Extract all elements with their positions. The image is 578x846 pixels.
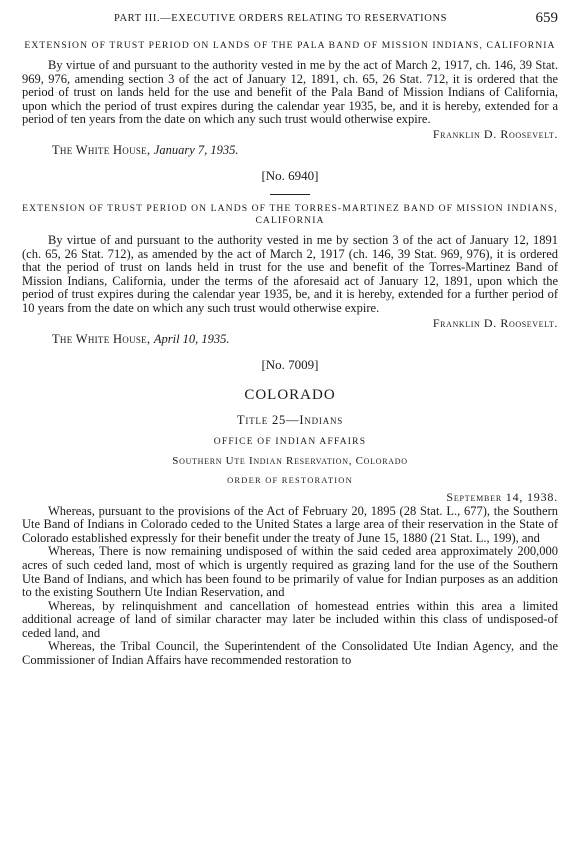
whereas-paragraph: Whereas, the Tribal Council, the Superintendent of the Consolidated Ute Indian Agency, and the Commissioner of Indian Affairs have recommended restoration to bbox=[22, 639, 558, 668]
whereas-paragraph: Whereas, pursuant to the provisions of the Act of February 20, 1895 (28 Stat. L., 677), the Southern Ute Band of Indians in Colorado ceded to the United States a large area of their reservation in the State of Colorado established expressly for their benefit under the treaty of June 15, 1880 (21 Stat. L., 199), and bbox=[22, 503, 558, 545]
order-date: April 10, 1935. bbox=[153, 331, 230, 346]
page-number: 659 bbox=[535, 10, 558, 26]
office-heading: OFFICE OF INDIAN AFFAIRS bbox=[213, 436, 367, 447]
title-heading: Title 25—Indians bbox=[236, 412, 344, 427]
section-divider bbox=[270, 194, 310, 195]
reservation-heading: Southern Ute Indian Reservation, Colorado bbox=[172, 454, 408, 467]
order-body: By virtue of and pursuant to the authority vested in me by section 3 of the act of January 12, 1891 (ch. 65, 26 Stat. 712), as amended by the act of March 2, 1917 (ch. 146, 39 Stat. 969, 976), it is ordered that the period of trust on lands held in trust for the use and benefit of the Torres-Martinez Band of Mission Indians, California, under the terms of the aforesaid act of January 12, 1891, upon which the period of trust expires during the calendar year 1935, be, and it is hereby, extended for a further period of 10 years from the date on which any such trust would otherwise expire. bbox=[22, 232, 558, 315]
order-torres-martinez-band bbox=[22, 203, 558, 373]
order-heading: EXTENSION OF TRUST PERIOD ON LANDS OF THE TORRES-MARTINEZ BAND OF MISSION INDIANS, CALIFORNIA bbox=[22, 202, 558, 226]
order-type-heading: ORDER OF RESTORATION bbox=[227, 474, 353, 485]
signature: Franklin D. Roosevelt. bbox=[432, 315, 558, 330]
order-heading: EXTENSION OF TRUST PERIOD ON LANDS OF THE PALA BAND OF MISSION INDIANS, CALIFORNIA bbox=[24, 40, 556, 51]
running-head-title: PART III.—EXECUTIVE ORDERS RELATING TO RESERVATIONS bbox=[114, 13, 448, 24]
document-page bbox=[22, 10, 558, 668]
order-date: September 14, 1938. bbox=[446, 489, 558, 504]
order-number: [No. 6940] bbox=[261, 167, 319, 183]
place-date bbox=[52, 332, 558, 347]
order-date: January 7, 1935. bbox=[153, 142, 239, 157]
order-body: By virtue of and pursuant to the authority vested in me by the act of March 2, 1917, ch. 146, 39 Stat. 969, 976, amending section 3 of the act of January 12, 1891, ch. 65, 26 Stat. 712, it is ordered that the period of trust on lands held for the use and benefit of the Pala Band of Mission Indians of California, upon which the period of trust expires during the calendar year 1935, be, and it is hereby, extended for a period of ten years from the date on which any such trust would otherwise expire. bbox=[22, 58, 558, 127]
place: The White House, bbox=[52, 331, 151, 346]
order-pala-band bbox=[22, 40, 558, 184]
signature: Franklin D. Roosevelt. bbox=[432, 126, 558, 141]
whereas-paragraph: Whereas, by relinquishment and cancellation of homestead entries within this area a limited additional acreage of land of similar character may later be included within this class of undisposed-of ceded land, and bbox=[22, 598, 558, 640]
place-date bbox=[52, 143, 558, 158]
state-heading: COLORADO bbox=[244, 386, 336, 403]
order-number: [No. 7009] bbox=[261, 356, 319, 372]
colorado-section bbox=[22, 387, 558, 668]
running-head bbox=[22, 10, 558, 32]
whereas-paragraph: Whereas, There is now remaining undisposed of within the said ceded area approximately 200,000 acres of such ceded land, most of which is urgently required as grazing land for the use of the Southern Ute Band of Indians, and which has been found to be primarily of value for Indian purposes as an addition to the existing Southern Ute Indian Reservation, and bbox=[22, 544, 558, 600]
place: The White House, bbox=[52, 142, 151, 157]
